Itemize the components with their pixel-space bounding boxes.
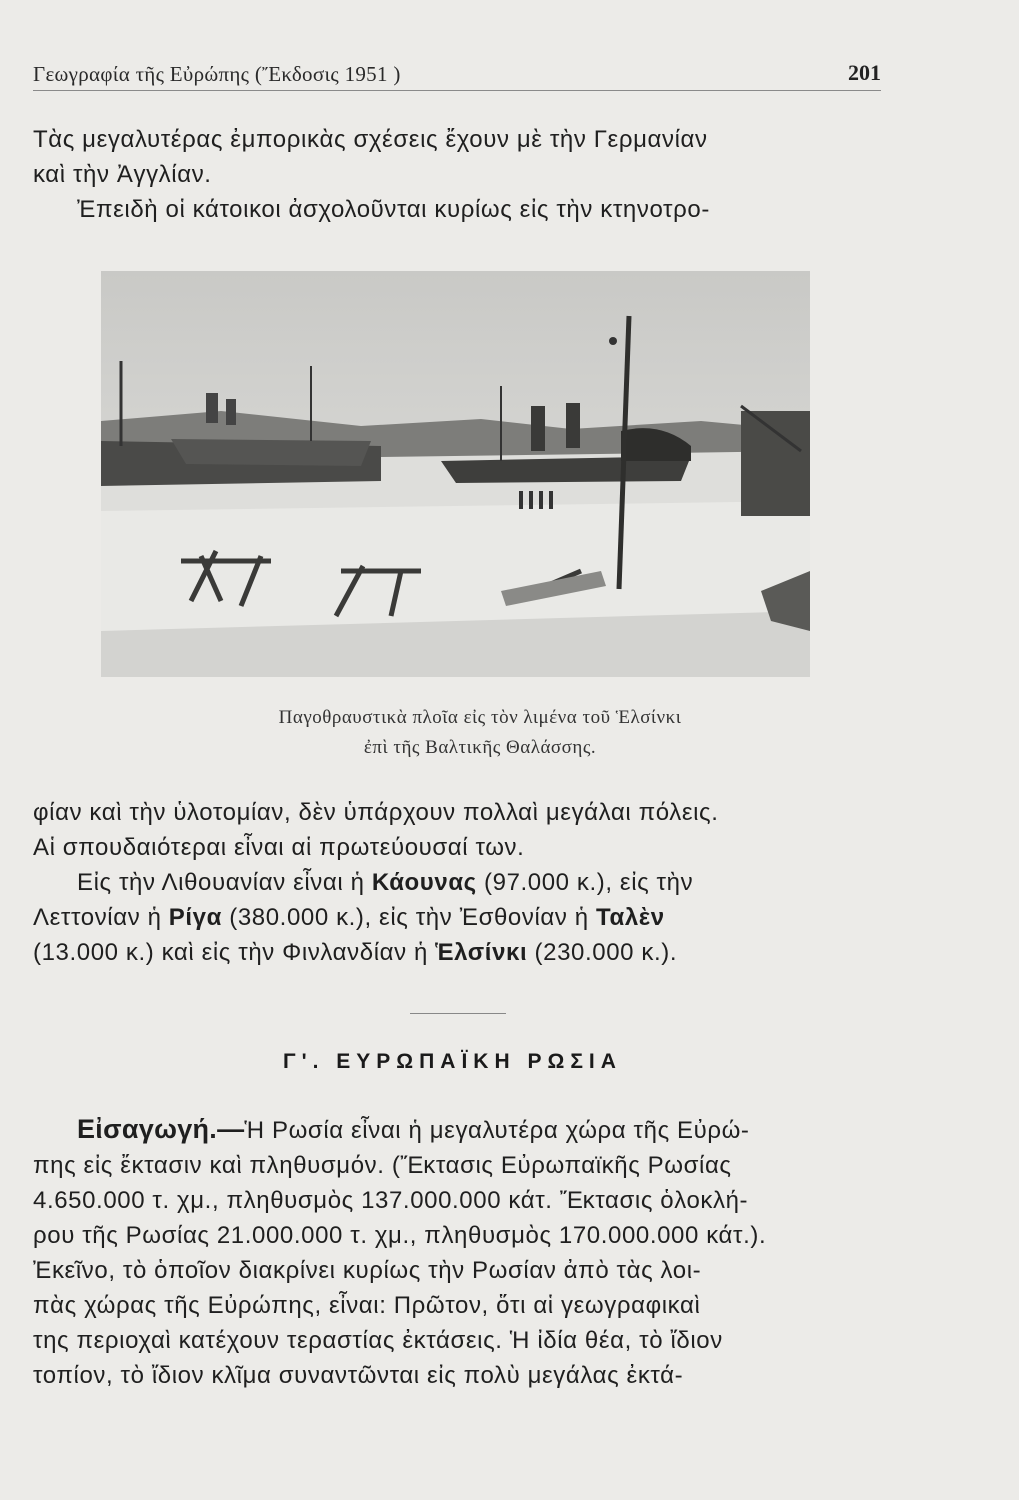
city-tallinn: Ταλὲν bbox=[595, 904, 665, 931]
body-line-3-a: Εἰς τὴν Λιθουανίαν εἶναι ἡ bbox=[77, 869, 372, 896]
running-header bbox=[33, 58, 881, 91]
body-line-3-b: (97.000 κ.), εἰς τὴν bbox=[476, 869, 694, 896]
intro-line-1: Τὰς μεγαλυτέρας ἐμπορικὰς σχέσεις ἔχουν μὲ τὴν Γερμανίαν bbox=[33, 126, 708, 153]
city-helsinki: Ἑλσίνκι bbox=[435, 939, 528, 966]
body-line-4-a: Λεττονίαν ἡ bbox=[33, 904, 169, 931]
body-line-4-b: (380.000 κ.), εἰς τὴν Ἐσθονίαν ἡ bbox=[221, 904, 596, 931]
section-line-6: πὰς χώρας τῆς Εὐρώπης, εἶναι: Πρῶτον, ὅτι αἱ γεωγραφικαὶ bbox=[33, 1292, 701, 1319]
page-number: 201 bbox=[848, 60, 881, 85]
icebreakers-photo-illustration bbox=[101, 271, 810, 677]
introduction-paragraph bbox=[33, 1112, 883, 1393]
intro-line-3: Ἐπειδὴ οἱ κάτοικοι ἀσχολοῦνται κυρίως εἰς τὴν κτηνοτρο- bbox=[77, 196, 710, 223]
city-kaunas: Κάουνας bbox=[371, 869, 477, 896]
cities-paragraph bbox=[33, 795, 883, 970]
caption-line-2: ἐπὶ τῆς Βαλτικῆς Θαλάσσης. bbox=[363, 737, 597, 758]
section-heading: Γ'. ΕΥΡΩΠΑΪΚΗ ΡΩΣΙΑ bbox=[283, 1050, 622, 1073]
intro-paragraph bbox=[33, 122, 883, 227]
city-riga: Ρίγα bbox=[168, 904, 222, 931]
body-line-1: φίαν καὶ τὴν ὑλοτομίαν, δὲν ὑπάρχουν πολλαὶ μεγάλαι πόλεις. bbox=[33, 799, 719, 826]
caption-line-1: Παγοθραυστικὰ πλοῖα εἰς τὸν λιμένα τοῦ Ἑλσίνκι bbox=[278, 707, 682, 728]
introduction-lead: Εἰσαγωγή.— bbox=[77, 1114, 245, 1144]
intro-line-2: καὶ τὴν Ἀγγλίαν. bbox=[33, 161, 212, 188]
body-line-2: Αἱ σπουδαιότεραι εἶναι αἱ πρωτεύουσαί των. bbox=[33, 834, 525, 861]
body-line-5-b: (230.000 κ.). bbox=[527, 939, 678, 966]
body-line-3 bbox=[33, 865, 883, 900]
harbor-photo bbox=[101, 271, 810, 677]
photo-caption bbox=[100, 703, 860, 763]
section-line-5: Ἐκεῖνο, τὸ ὁποῖον διακρίνει κυρίως τὴν Ρωσίαν ἀπὸ τὰς λοι- bbox=[33, 1257, 702, 1284]
section-divider bbox=[410, 1013, 506, 1014]
body-line-5 bbox=[33, 935, 883, 970]
section-line-4: ρου τῆς Ρωσίας 21.000.000 τ. χμ., πληθυσμὸς 170.000.000 κάτ.). bbox=[33, 1222, 767, 1249]
section-line-2: πης εἰς ἔκτασιν καὶ πληθυσμόν. (Ἔκτασις Εὐρωπαϊκῆς Ρωσίας bbox=[33, 1152, 732, 1179]
body-line-4 bbox=[33, 900, 883, 935]
section-line-8: τοπίον, τὸ ἴδιον κλῖμα συναντῶνται εἰς πολὺ μεγάλας ἐκτά- bbox=[33, 1362, 684, 1389]
body-line-5-a: (13.000 κ.) καὶ εἰς τὴν Φινλανδίαν ἡ bbox=[33, 939, 436, 966]
header-title: Γεωγραφία τῆς Εὐρώπης (Ἔκδοσις 1951 ) bbox=[33, 62, 401, 86]
section-line-7: της περιοχαὶ κατέχουν τεραστίας ἐκτάσεις. Ἡ ἰδία θέα, τὸ ἴδιον bbox=[33, 1327, 723, 1354]
section-line-3: 4.650.000 τ. χμ., πληθυσμὸς 137.000.000 κάτ. Ἔκτασις ὁλοκλή- bbox=[33, 1187, 749, 1214]
section-line-1-text: Ἡ Ρωσία εἶναι ἡ μεγαλυτέρα χώρα τῆς Εὐρώ- bbox=[244, 1117, 750, 1144]
section-line-1 bbox=[33, 1112, 883, 1148]
